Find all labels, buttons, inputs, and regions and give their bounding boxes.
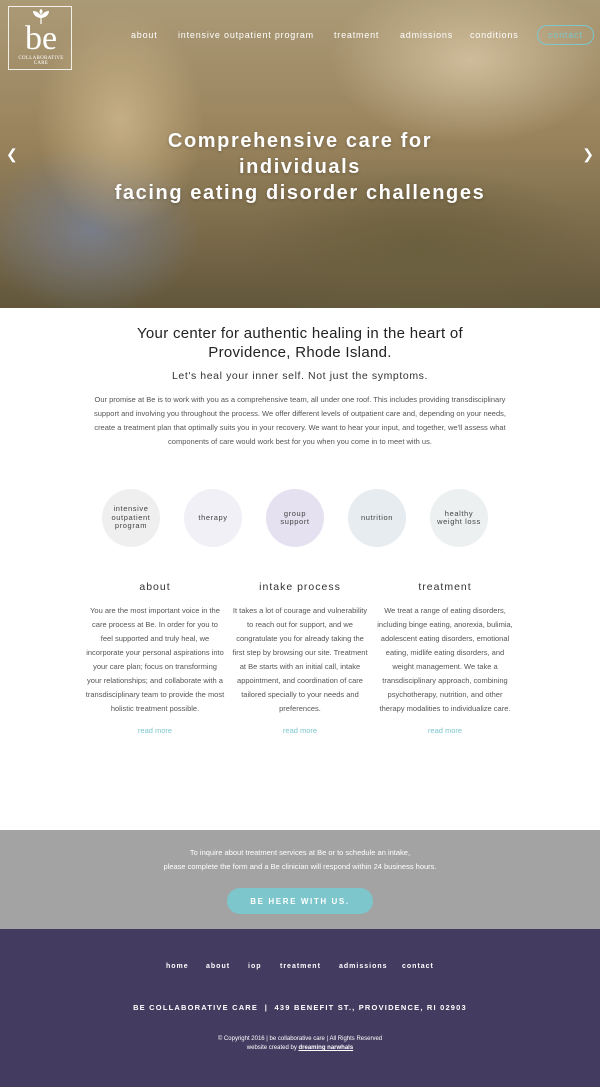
inquiry-text-line-2: please complete the form and a Be clinician will respond within 24 business hours. <box>163 862 437 871</box>
column-body: We treat a range of eating disorders, including binge eating, anorexia, bulimia, adolescent eating disorders, emotional eating, midlife eating disorders, and weight management. We take a transdisciplinary approach, combining psychotherapy, nutrition, and other therapy modalities to individualize care. <box>377 606 513 713</box>
column-title: treatment <box>418 581 472 593</box>
chevron-left-icon[interactable]: ❮ <box>6 146 18 162</box>
copyright-text: © Copyright 2016 | be collaborative care | All Rights Reserved <box>217 1036 383 1042</box>
circle-group-support[interactable]: group support <box>266 489 324 547</box>
read-more-link[interactable]: read more <box>282 726 318 735</box>
nav-about[interactable]: about <box>131 30 158 40</box>
column-body: You are the most important voice in the care process at Be. In order for you to feel supported and truly heal, we incorporate your personal aspirations into your care plan; focus on transforming your relationships; and collaborate with a transdisciplinary team to provide the most holistic treatment possible. <box>85 606 225 713</box>
hero-title-line-1: Comprehensive care for <box>167 130 433 152</box>
footer-nav-admissions[interactable]: admissions <box>339 963 388 970</box>
nav-intensive-outpatient-program[interactable]: intensive outpatient program <box>178 30 314 40</box>
read-more-link[interactable]: read more <box>427 726 463 735</box>
column-title: about <box>139 581 171 593</box>
column-title: intake process <box>259 581 341 593</box>
footer-nav-home[interactable]: home <box>166 963 189 970</box>
column-body: It takes a lot of courage and vulnerability to reach out for support, and we congratulate you for already taking the first step by browsing our site. Treatment at Be starts with an initial call, intake appointment, and coordination of care tailored specially to your needs and preferences. <box>232 606 368 713</box>
credit-link[interactable]: dreaming narwhals <box>298 1045 354 1051</box>
intro-headline-line-2: Providence, Rhode Island. <box>208 344 392 361</box>
hero-title-line-2: individuals <box>238 156 362 178</box>
read-more-link[interactable]: read more <box>137 726 173 735</box>
logo-mark: be <box>24 20 58 57</box>
logo-subtitle: COLLABORATIVE CARE <box>18 56 64 66</box>
column-intake-process <box>230 581 370 735</box>
circle-intensive-outpatient-program[interactable]: intensive outpatient program <box>102 489 160 547</box>
nav-conditions[interactable]: conditions <box>470 30 519 40</box>
intro-tagline: Let's heal your inner self. Not just the symptoms. <box>171 370 429 382</box>
footer-address: BE COLLABORATIVE CARE | 439 BENEFIT ST., PROVIDENCE, RI 02903 <box>133 1003 467 1012</box>
intro-headline <box>0 324 600 362</box>
inquiry-text-line-1: To inquire about treatment services at Be or to schedule an intake, <box>189 848 411 857</box>
hero-title <box>0 128 600 206</box>
intro-headline-line-1: Your center for authentic healing in the heart of <box>136 325 464 342</box>
footer-nav-about[interactable]: about <box>206 963 231 970</box>
footer-nav-contact[interactable]: contact <box>402 963 434 970</box>
nav-admissions[interactable]: admissions <box>400 30 454 40</box>
chevron-right-icon[interactable]: ❯ <box>582 146 594 162</box>
circle-healthy-weight-loss[interactable]: healthy weight loss <box>430 489 488 547</box>
credit-prefix: website created by <box>246 1045 297 1051</box>
logo[interactable] <box>8 6 72 70</box>
footer-copyright <box>0 1035 600 1053</box>
hero-banner <box>0 0 600 308</box>
inquiry-text <box>0 846 600 874</box>
column-treatment <box>375 581 515 735</box>
footer-nav <box>0 963 600 975</box>
hero-title-line-3: facing eating disorder challenges <box>114 182 486 204</box>
be-here-with-us-button[interactable]: BE HERE WITH US. <box>227 888 373 914</box>
intro-body: Our promise at Be is to work with you as a comprehensive team, all under one roof. This includes providing transdisciplinary support and involving you throughout the process. We offer different levels of outpatient care and, depending on your needs, create a treatment plan that optimally suits you in your recovery. We want to hear your input, and together, we'll assess what components of care would work best for you when you come in to meet with us. <box>94 395 506 446</box>
footer <box>0 929 600 1087</box>
circle-nutrition[interactable]: nutrition <box>348 489 406 547</box>
contact-button[interactable]: contact <box>537 25 594 45</box>
inquiry-band <box>0 830 600 929</box>
circle-therapy[interactable]: therapy <box>184 489 242 547</box>
nav-treatment[interactable]: treatment <box>334 30 380 40</box>
column-about <box>85 581 225 735</box>
footer-nav-treatment[interactable]: treatment <box>280 963 321 970</box>
footer-nav-iop[interactable]: iop <box>248 963 262 970</box>
main-nav <box>120 30 600 44</box>
